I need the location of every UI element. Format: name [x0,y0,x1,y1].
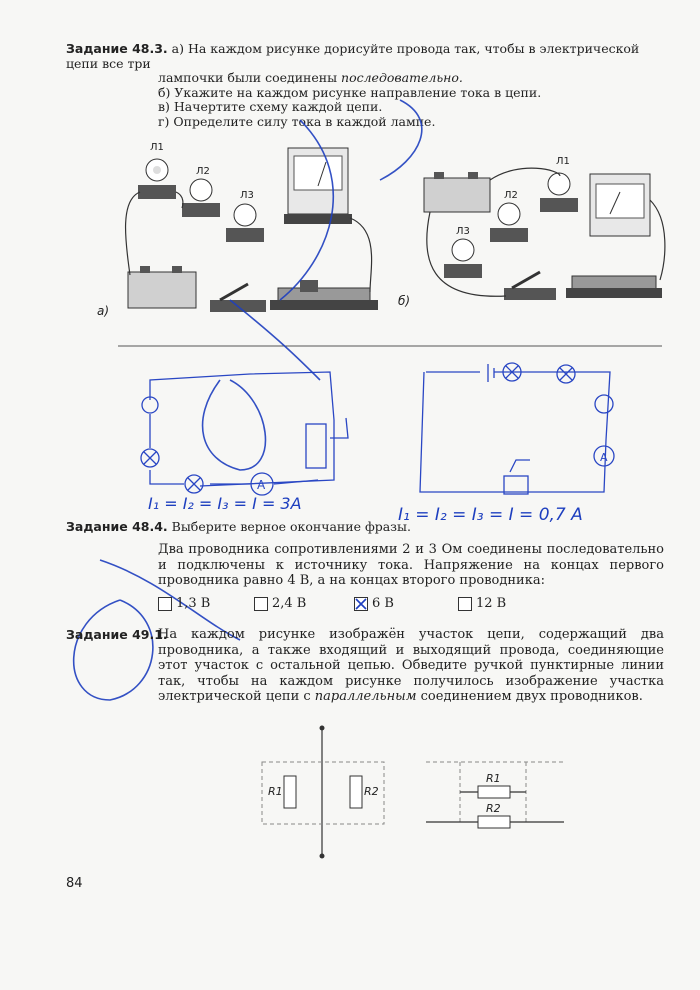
option-4-label: 12 В [476,596,507,611]
task-48-3-line-b: б) Укажите на каждом рисунке направление тока в цепи. [158,84,542,100]
option-3-label: 6 В [372,596,394,611]
hand-ammeter-a-label: A [257,478,266,492]
fig-b-label-l1: Л1 [556,156,570,167]
task-48-4-prompt: Выберите верное окончание фразы. [171,519,411,534]
fig-b-ammeter [590,174,650,236]
hand-ammeter-b-label: A [600,451,608,464]
task-49-1-text-end: соединением двух проводников. [416,689,643,704]
fig-b-battery [424,172,490,212]
task-48-3-line-v: в) Начертите схему каждой цепи. [158,99,383,114]
fig-a-label-l3: Л3 [240,190,254,201]
hand-answer-b: I₁ = I₂ = I₃ = I = 0,7 A [398,505,583,525]
fig-b-bulb-1 [540,173,578,212]
fig-a-label-l1: Л1 [150,142,164,153]
option-4-checkbox[interactable] [458,597,472,611]
diagram-2-r1: R1 [486,772,501,785]
fig-b-caption: б) [398,294,411,308]
fig-a-ammeter [284,148,352,224]
task-49-1-text-italic: параллельным [314,689,417,704]
task-48-3-title: Задание 48.3. [66,41,168,56]
task-48-3-line-a1: а) На каждом рисунке дорисуйте провода так, чтобы в электрической цепи все три [66,41,640,71]
task-49-1-text-start: На каждом рисунке изображён участок цепи, содержащий два проводника, а также входящий и выходящий провода, соединяющие этот участок с остальной цепью. Обведите ручкой пунктирные линии так, чтобы на каждом рисунке получилось изображение участка электрической цепи с [158,627,664,704]
task-48-4-header [66,520,411,535]
task-48-3-line-a2: лампочки были соединены [158,70,342,85]
fig-a-bulb-2 [182,179,220,217]
option-3-checkbox-checked[interactable] [354,597,368,611]
fig-a-bulb-1 [138,159,176,199]
hand-answer-a: I₁ = I₂ = I₃ = I = 3A [148,494,302,513]
task-49-1-text [158,627,664,705]
task-48-4-options [158,596,664,611]
option-1-label: 1,3 В [176,596,211,611]
fig-a-label-l2: Л2 [196,166,210,177]
option-2[interactable] [254,596,354,611]
diagram-1-r1: R1 [268,785,283,798]
page-number: 84 [66,876,83,891]
option-4[interactable] [458,596,558,611]
fig-b-bulb-2 [490,203,528,242]
fig-b-switch [504,272,556,300]
task-49-1-title: Задание 49.1. [66,627,168,642]
fig-b-label-l2: Л2 [504,190,518,201]
fig-a-bulb-3 [226,204,264,242]
option-2-checkbox[interactable] [254,597,268,611]
fig-b-bulb-3 [444,239,482,278]
option-2-label: 2,4 В [272,596,307,611]
hand-schematic-b [420,363,614,494]
option-3[interactable] [354,596,458,611]
task-48-3-line-g: г) Определите силу тока в каждой лампе. [158,113,436,129]
task-48-3-line-a2-italic: последовательно. [341,70,463,85]
fig-a-switch [210,284,266,312]
diagram-2-r2: R2 [486,802,501,815]
task-48-4-text: Два проводника сопротивлениями 2 и 3 Ом соединены последовательно и подключены к источнику тока. Напряжение на концах первого проводника равно 4 В, а на концах второго проводника: [158,542,664,588]
option-1[interactable] [158,596,254,611]
option-1-checkbox[interactable] [158,597,172,611]
fig-b-rheostat [566,276,662,298]
fig-a-battery [128,266,196,308]
fig-b-label-l3: Л3 [456,226,470,237]
diagram-1-r2: R2 [364,785,379,798]
fig-a-caption: а) [97,304,110,318]
task-48-4-title: Задание 48.4. [66,519,168,534]
